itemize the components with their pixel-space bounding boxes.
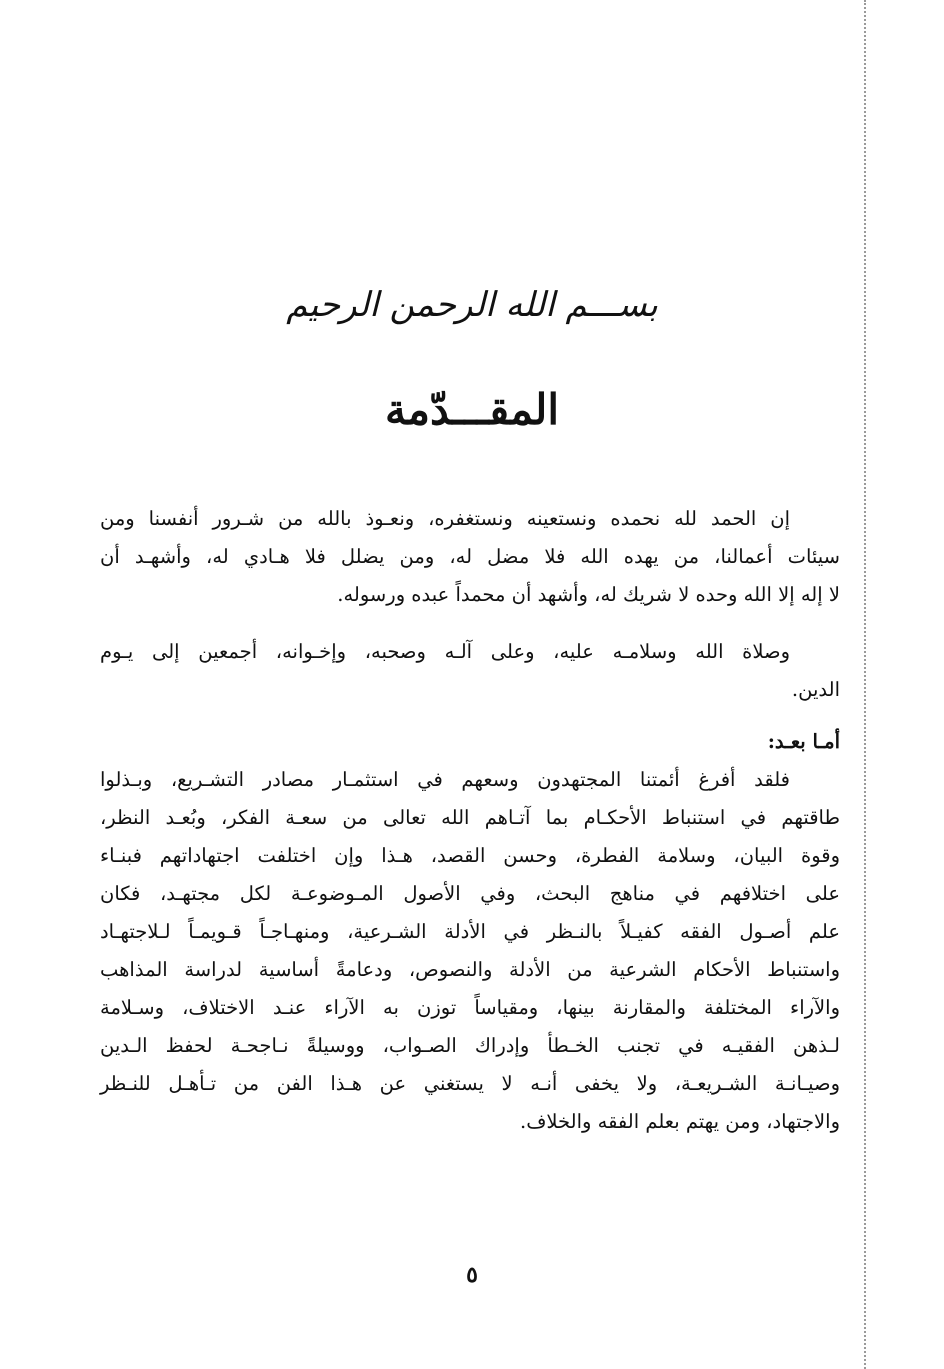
text-line: وصيـانـة الشـريعـة، ولا يخفى أنـه لا يستغني عن هـذا الفن من تـأهـل للنـظر [100,1072,840,1095]
text-line: والآراء المختلفة والمقارنة بينها، ومقياساً توزن به الآراء عنـد الاختلاف، وسـلامة [100,996,840,1019]
paragraph-salutation [100,633,840,709]
text-line: والاجتهاد، ومن يهتم بعلم الفقه والخلاف. [520,1110,840,1133]
text-line: لـذهن الفقيـه في تجنب الخـطأ وإدراك الصـواب، ووسيلةً نـاجحـة لحفظ الـدين [100,1034,840,1057]
body-text [100,500,840,1141]
page-number: ٥ [466,1262,478,1288]
text-line: وقوة البيان، وسلامة الفطرة، وحسن القصد، هـذا وإن اختلفت اجتهاداتهم فبنـاء [100,844,840,867]
page-title: المقـــدّمة [385,385,559,434]
text-line: الدين. [791,678,840,701]
text-line: لا إله إلا الله وحده لا شريك له، وأشهد أن محمداً عبده ورسوله. [337,583,840,606]
text-line: أمـا بعـد: [767,730,840,753]
text-line: واستنباط الأحكام الشرعية من الأدلة والنصوص، ودعامةً أساسية لدراسة المذاهب [100,958,840,981]
paragraph-intro [100,500,840,614]
dotted-gutter-line [864,0,866,1369]
text-line: إن الحمد لله نحمده ونستعينه ونستغفره، ونعـوذ بالله من شـرور أنفسنا ومن [100,507,790,530]
text-line: وصلاة الله وسلامـه عليه، وعلى آلـه وصحبه، وإخـوانه، أجمعين إلى يـوم [100,640,790,663]
text-line: فلقد أفرغ أئمتنا المجتهدون وسعهم في استثمـار مصادر التشـريع، وبـذلوا [100,768,790,791]
text-line: علم أصـول الفقه كفيـلاً بالنـظر في الأدلة الشـرعية، ومنهـاجـاً قـويمـاً لـلاجتهـاد [100,920,840,943]
text-line: سيئات أعمالنا، من يهده الله فلا مضل له، ومن يضلل فلا هـادي له، وأشهـد أن [100,545,840,568]
basmala-calligraphy: بســـم الله الرحمن الرحيم [286,285,658,325]
text-line: على اختلافهم في مناهج البحث، وفي الأصول المـوضوعـة لكل مجتهـد، فكان [100,882,840,905]
section-heading [100,723,840,761]
text-line: طاقتهم في استنباط الأحكـام بما آتـاهم الله تعالى من سعـة الفكر، وبُعـد النظر، [100,806,840,829]
paragraph-main [100,761,840,1141]
